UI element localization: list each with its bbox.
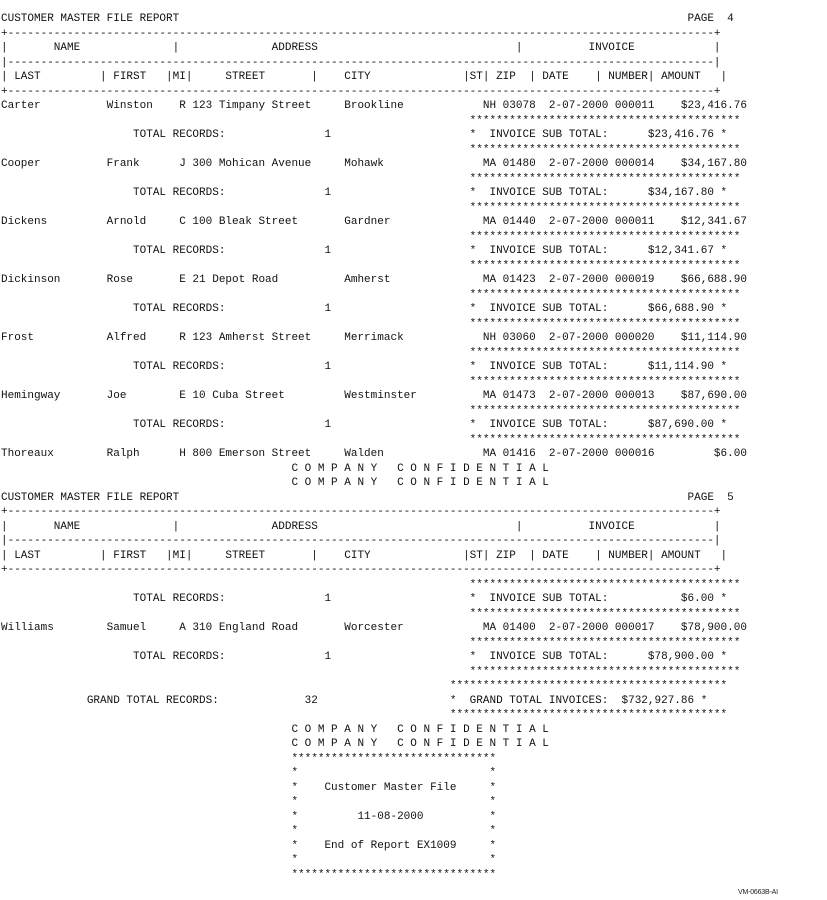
total-records-row: TOTAL RECORDS: 1 * INVOICE SUB TOTAL: $87,690.00 *	[1, 419, 728, 431]
report-page-header: CUSTOMER MASTER FILE REPORT PAGE 4	[1, 13, 734, 25]
confidential-banner: C O M P A N Y C O N F I D E N T I A L	[1, 462, 549, 475]
end-box-file-name: * Customer Master File *	[1, 781, 497, 794]
header-rule: +-----------------------------------------------------------------------------------------------------------+	[1, 27, 721, 40]
header-rule: +-----------------------------------------------------------------------------------------------------------+	[1, 506, 721, 518]
star-divider: *****************************************	[1, 665, 741, 678]
customer-row: Dickinson Rose E 21 Depot Road Amherst MA 01423 2-07-2000 000019 $66,688.90	[1, 274, 747, 286]
star-divider: *****************************************	[1, 346, 741, 359]
customer-row: Thoreaux Ralph H 800 Emerson Street Walden MA 01416 2-07-2000 000016 $6.00	[1, 448, 747, 460]
star-divider: *****************************************	[1, 230, 741, 243]
customer-row: Williams Samuel A 310 England Road Worcester MA 01400 2-07-2000 000017 $78,900.00	[1, 622, 747, 634]
report-printout	[1, 12, 747, 882]
grand-star-divider: ******************************************	[1, 680, 728, 692]
confidential-banner: C O M P A N Y C O N F I D E N T I A L	[1, 477, 549, 489]
end-box-row: * *	[1, 825, 497, 837]
total-records-row: TOTAL RECORDS: 1 * INVOICE SUB TOTAL: $34,167.80 *	[1, 187, 728, 199]
star-divider: *****************************************	[1, 636, 741, 649]
star-divider: *****************************************	[1, 607, 741, 620]
customer-row: Hemingway Joe E 10 Cuba Street Westminster MA 01473 2-07-2000 000013 $87,690.00	[1, 390, 747, 402]
star-divider: *****************************************	[1, 288, 741, 301]
header-rule: |-----------------------------------------------------------------------------------------------------------|	[1, 56, 721, 69]
customer-row: Carter Winston R 123 Timpany Street Brookline NH 03078 2-07-2000 000011 $23,416.76	[1, 100, 747, 112]
customer-row: Dickens Arnold C 100 Bleak Street Gardner MA 01440 2-07-2000 000011 $12,341.67	[1, 216, 747, 228]
star-divider: *****************************************	[1, 201, 741, 214]
end-box-row: * *	[1, 796, 497, 808]
customer-row: Frost Alfred R 123 Amherst Street Merrimack NH 03060 2-07-2000 000020 $11,114.90	[1, 332, 747, 344]
report-page-header: CUSTOMER MASTER FILE REPORT PAGE 5	[1, 491, 734, 504]
column-group-header: | NAME | ADDRESS | INVOICE |	[1, 520, 721, 533]
end-box-end-text: * End of Report EX1009 *	[1, 839, 497, 852]
total-records-row: TOTAL RECORDS: 1 * INVOICE SUB TOTAL: $6.00 *	[1, 593, 728, 605]
total-records-row: TOTAL RECORDS: 1 * INVOICE SUB TOTAL: $12,341.67 *	[1, 245, 728, 257]
figure-code: VM-0663B-AI	[738, 889, 778, 896]
end-box-border: *******************************	[1, 868, 497, 881]
header-rule: +-----------------------------------------------------------------------------------------------------------+	[1, 564, 721, 576]
grand-star-divider: ******************************************	[1, 709, 728, 721]
star-divider: *****************************************	[1, 433, 741, 446]
header-rule: +-----------------------------------------------------------------------------------------------------------+	[1, 85, 721, 98]
star-divider: *****************************************	[1, 375, 741, 388]
star-divider: *****************************************	[1, 259, 741, 272]
total-records-row: TOTAL RECORDS: 1 * INVOICE SUB TOTAL: $78,900.00 *	[1, 651, 728, 663]
confidential-banner: C O M P A N Y C O N F I D E N T I A L	[1, 723, 549, 736]
column-field-header: | LAST | FIRST |MI| STREET | CITY |ST| ZIP | DATE | NUMBER| AMOUNT |	[1, 71, 728, 83]
header-rule: |-----------------------------------------------------------------------------------------------------------|	[1, 535, 721, 547]
end-box-border: *******************************	[1, 752, 497, 765]
end-box-row: * *	[1, 767, 497, 779]
star-divider: *****************************************	[1, 317, 741, 330]
total-records-row: TOTAL RECORDS: 1 * INVOICE SUB TOTAL: $23,416.76 *	[1, 129, 728, 141]
column-field-header: | LAST | FIRST |MI| STREET | CITY |ST| ZIP | DATE | NUMBER| AMOUNT |	[1, 549, 728, 562]
star-divider: *****************************************	[1, 114, 741, 127]
end-box-date: * 11-08-2000 *	[1, 810, 497, 823]
star-divider: *****************************************	[1, 172, 741, 185]
total-records-row: TOTAL RECORDS: 1 * INVOICE SUB TOTAL: $66,688.90 *	[1, 303, 728, 315]
customer-row: Cooper Frank J 300 Mohican Avenue Mohawk MA 01480 2-07-2000 000014 $34,167.80	[1, 158, 747, 170]
column-group-header: | NAME | ADDRESS | INVOICE |	[1, 42, 721, 54]
confidential-banner: C O M P A N Y C O N F I D E N T I A L	[1, 738, 549, 750]
end-box-row: * *	[1, 854, 497, 866]
star-divider: *****************************************	[1, 404, 741, 417]
grand-total-row: GRAND TOTAL RECORDS: 32 * GRAND TOTAL INVOICES: $732,927.86 *	[1, 694, 708, 707]
star-divider: *****************************************	[1, 578, 741, 591]
star-divider: *****************************************	[1, 143, 741, 156]
total-records-row: TOTAL RECORDS: 1 * INVOICE SUB TOTAL: $11,114.90 *	[1, 361, 728, 373]
